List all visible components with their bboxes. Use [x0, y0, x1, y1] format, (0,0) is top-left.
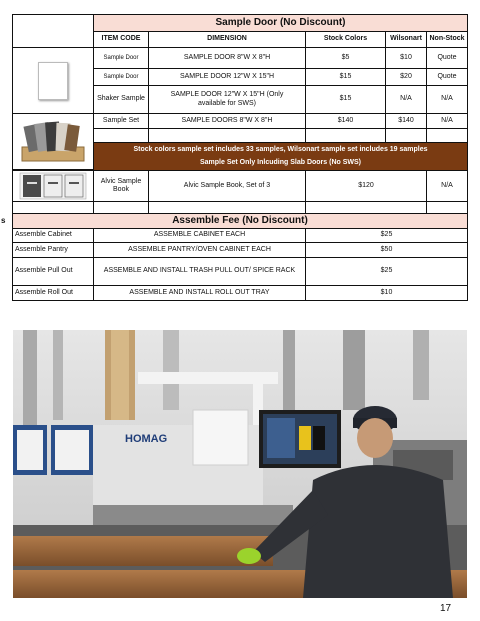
row1-wilsonart: $10 [385, 47, 427, 69]
row2-item: Sample Door [93, 68, 149, 86]
row4-nonstock: N/A [426, 113, 468, 129]
empty-cell [305, 128, 386, 143]
empty-cell [385, 128, 427, 143]
row4-item: Sample Set [93, 113, 149, 129]
row3-dimension: SAMPLE DOOR 12"W X 15"H (Only available for SWS) [148, 85, 306, 114]
header-non-stock: Non-Stock [426, 31, 468, 48]
assemble-row1-desc: ASSEMBLE CABINET EACH [93, 228, 306, 243]
header-wilsonart: Wilsonart [385, 31, 427, 48]
assemble-row3-price: $25 [305, 257, 468, 286]
assemble-row2-desc: ASSEMBLE PANTRY/OVEN CABINET EACH [93, 242, 306, 258]
assemble-row3-item: Assemble Pull Out [12, 257, 94, 286]
header-item-code: ITEM CODE [93, 31, 149, 48]
factory-photo [13, 330, 467, 598]
assemble-row1-item: Assemble Cabinet [12, 228, 94, 243]
row1-stock: $5 [305, 47, 386, 69]
alvic-stock: $120 [305, 170, 427, 202]
alvic-item: Alvic Sample Book [93, 170, 149, 202]
factory-photo-illustration [13, 330, 467, 598]
row4-dimension: SAMPLE DOORS 8"W X 8"H [148, 113, 306, 129]
row2-dimension: SAMPLE DOOR 12"W X 15"H [148, 68, 306, 86]
assemble-row3-desc: ASSEMBLE AND INSTALL TRASH PULL OUT/ SPICE RACK [93, 257, 306, 286]
assemble-row2-item: Assemble Pantry [12, 242, 94, 258]
row2-stock: $15 [305, 68, 386, 86]
row3-stock: $15 [305, 85, 386, 114]
row2-wilsonart: $20 [385, 68, 427, 86]
row1-nonstock: Quote [426, 47, 468, 69]
alvic-book-image [19, 172, 87, 200]
row1-item: Sample Door [93, 47, 149, 69]
sample-door-image [38, 62, 68, 100]
note-line-1: Stock colors sample set includes 33 samples, Wilsonart sample set includes 19 samples [133, 145, 428, 153]
assemble-row1-price: $25 [305, 228, 468, 243]
page-number: 17 [440, 603, 452, 614]
empty-cell [148, 128, 306, 143]
alvic-book-image-cell [12, 170, 94, 202]
row3-item: Shaker Sample [93, 85, 149, 114]
homag-logo: HOMAG [125, 433, 168, 445]
assemble-row4-price: $10 [305, 285, 468, 301]
empty-cell [426, 128, 468, 143]
sample-set-image-cell [12, 113, 94, 170]
row3-wilsonart: N/A [385, 85, 427, 114]
row4-stock: $140 [305, 113, 386, 129]
sample-set-image [18, 117, 88, 167]
empty-cell [93, 128, 149, 143]
row1-dimension: SAMPLE DOOR 8"W X 8"H [148, 47, 306, 69]
row2-nonstock: Quote [426, 68, 468, 86]
alvic-dimension: Alvic Sample Book, Set of 3 [148, 170, 306, 202]
header-stock-colors: Stock Colors [305, 31, 386, 48]
assemble-row2-price: $50 [305, 242, 468, 258]
alvic-nonstock: N/A [426, 170, 468, 202]
side-letter: s [1, 216, 6, 225]
assemble-row4-item: Assemble Roll Out [12, 285, 94, 301]
sample-door-image-cell [12, 47, 94, 114]
header-dimension: DIMENSION [148, 31, 306, 48]
note-line-2: Sample Set Only Inlcuding Slab Doors (No SWS) [199, 159, 362, 166]
row4-wilsonart: $140 [385, 113, 427, 129]
sample-set-note [93, 142, 468, 171]
assemble-fee-title: Assemble Fee (No Discount) [12, 213, 468, 229]
assemble-row4-desc: ASSEMBLE AND INSTALL ROLL OUT TRAY [93, 285, 306, 301]
row3-nonstock: N/A [426, 85, 468, 114]
sample-door-title: Sample Door (No Discount) [93, 14, 468, 32]
blank-corner-cell [12, 14, 94, 48]
